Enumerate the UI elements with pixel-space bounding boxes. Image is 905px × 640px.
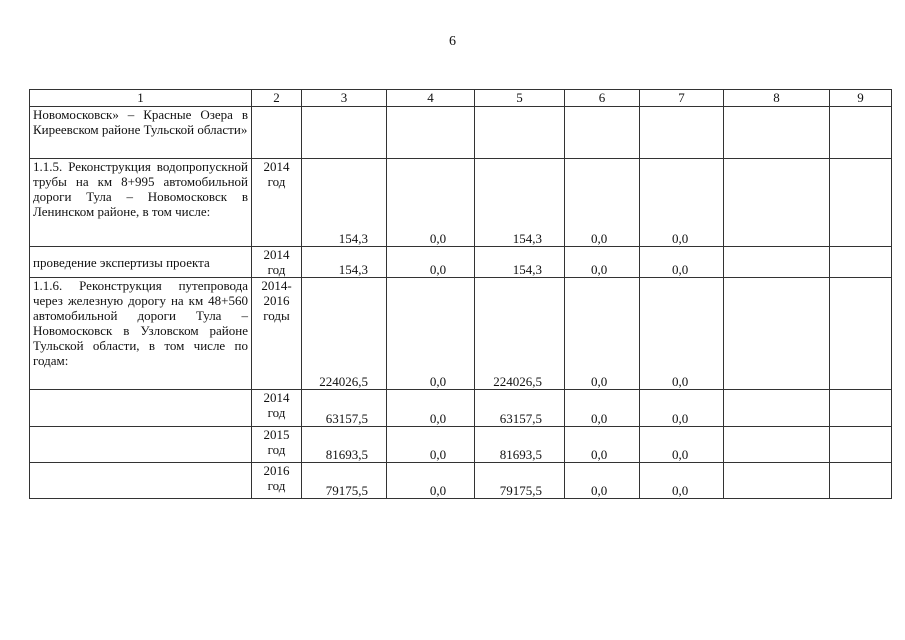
cell-col9: [830, 278, 892, 390]
cell-col7: 0,0: [640, 390, 724, 427]
cell-col6: [565, 107, 640, 159]
cell-col5: 154,3: [475, 247, 565, 278]
cell-col5: 81693,5: [475, 427, 565, 463]
cell-col7: 0,0: [640, 247, 724, 278]
column-header: 9: [830, 90, 892, 107]
column-header: 2: [252, 90, 302, 107]
cell-col7: [640, 107, 724, 159]
header-row: [30, 90, 892, 107]
cell-col3: 81693,5: [302, 427, 387, 463]
cell-col9: [830, 247, 892, 278]
row-description: Новомосковск» – Красные Озера в Киреевском районе Тульской области»: [30, 107, 252, 159]
cell-col5: 79175,5: [475, 463, 565, 499]
table-row: [30, 159, 892, 247]
cell-col3: 154,3: [302, 159, 387, 247]
cell-col9: [830, 427, 892, 463]
row-period: [252, 107, 302, 159]
cell-col9: [830, 463, 892, 499]
cell-col3: 63157,5: [302, 390, 387, 427]
table-row: [30, 107, 892, 159]
row-period: 2014 год: [252, 390, 302, 427]
cell-col4: 0,0: [387, 463, 475, 499]
cell-col5: 63157,5: [475, 390, 565, 427]
row-description: 1.1.5. Реконструкция водопропускной трубы на км 8+995 автомобильной дороги Тула – Новомосковск в Ленинском районе, в том числе:: [30, 159, 252, 247]
row-description: 1.1.6. Реконструкция путепровода через железную дорогу на км 48+560 автомобильной дороги Тула – Новомосковск в Узловском районе Тульской области, в том числе по годам:: [30, 278, 252, 390]
cell-col3: 224026,5: [302, 278, 387, 390]
cell-col6: 0,0: [565, 247, 640, 278]
table-row: [30, 463, 892, 499]
budget-table: [29, 89, 892, 499]
cell-col6: 0,0: [565, 278, 640, 390]
cell-col6: 0,0: [565, 390, 640, 427]
cell-col3: 154,3: [302, 247, 387, 278]
cell-col5: 224026,5: [475, 278, 565, 390]
cell-col6: 0,0: [565, 427, 640, 463]
cell-col3: [302, 107, 387, 159]
column-header: 6: [565, 90, 640, 107]
cell-col5: 154,3: [475, 159, 565, 247]
cell-col8: [724, 247, 830, 278]
column-header: 1: [30, 90, 252, 107]
cell-col9: [830, 107, 892, 159]
cell-col7: 0,0: [640, 278, 724, 390]
page-number: 6: [449, 34, 456, 49]
row-description: проведение экспертизы проекта: [30, 247, 252, 278]
row-period: 2016 год: [252, 463, 302, 499]
cell-col8: [724, 159, 830, 247]
table-row: [30, 427, 892, 463]
cell-col8: [724, 427, 830, 463]
table-row: [30, 247, 892, 278]
column-header: 3: [302, 90, 387, 107]
column-header: 4: [387, 90, 475, 107]
cell-col8: [724, 107, 830, 159]
cell-col4: 0,0: [387, 427, 475, 463]
cell-col6: 0,0: [565, 159, 640, 247]
cell-col9: [830, 390, 892, 427]
row-period: 2014 год: [252, 247, 302, 278]
cell-col4: 0,0: [387, 390, 475, 427]
cell-col9: [830, 159, 892, 247]
cell-col6: 0,0: [565, 463, 640, 499]
column-header: 7: [640, 90, 724, 107]
cell-col4: 0,0: [387, 278, 475, 390]
column-header: 8: [724, 90, 830, 107]
cell-col3: 79175,5: [302, 463, 387, 499]
cell-col7: 0,0: [640, 159, 724, 247]
row-period: 2014-2016 годы: [252, 278, 302, 390]
row-description: [30, 390, 252, 427]
cell-col4: [387, 107, 475, 159]
cell-col7: 0,0: [640, 463, 724, 499]
table-row: [30, 390, 892, 427]
row-description: [30, 427, 252, 463]
cell-col4: 0,0: [387, 159, 475, 247]
cell-col8: [724, 463, 830, 499]
cell-col5: [475, 107, 565, 159]
row-description: [30, 463, 252, 499]
column-header: 5: [475, 90, 565, 107]
cell-col8: [724, 278, 830, 390]
row-period: 2015 год: [252, 427, 302, 463]
cell-col7: 0,0: [640, 427, 724, 463]
cell-col8: [724, 390, 830, 427]
table-row: [30, 278, 892, 390]
row-period: 2014 год: [252, 159, 302, 247]
cell-col4: 0,0: [387, 247, 475, 278]
